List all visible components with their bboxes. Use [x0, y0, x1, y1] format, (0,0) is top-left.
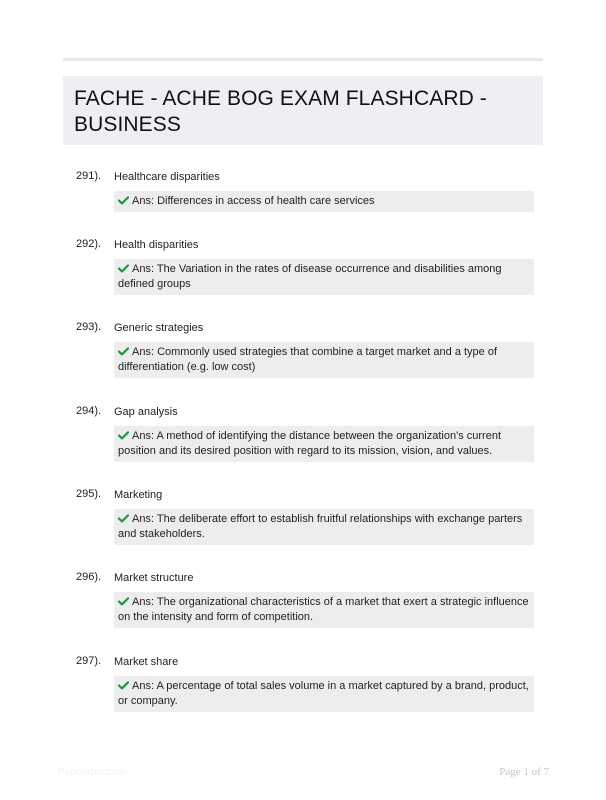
card-answer-text: Ans: A method of identifying the distance between the organization's current position and its desired position with regard to its mission, vision, and values. [118, 430, 501, 457]
check-icon [118, 597, 129, 606]
card-number: 291). [76, 170, 102, 182]
header-divider [63, 58, 543, 61]
card-question: Health disparities [114, 239, 199, 251]
card-number: 294). [76, 405, 102, 417]
card-number: 297). [76, 655, 102, 667]
footer-watermark: Papertrbic.com [58, 767, 126, 778]
check-icon [118, 681, 129, 690]
page-title: FACHE - ACHE BOG EXAM FLASHCARD - BUSINESS [74, 87, 487, 136]
card-answer-text: Ans: The organizational characteristics of a market that exert a strategic influence on the intensity and form of competition. [118, 596, 529, 623]
card-number: 296). [76, 571, 102, 583]
card-answer-text: Ans: Commonly used strategies that combine a target market and a type of differentiation (e.g. low cost) [118, 346, 498, 373]
card-answer [114, 592, 534, 628]
card-answer-text: Ans: Differences in access of health care services [132, 195, 375, 207]
card-number: 293). [76, 321, 102, 333]
check-icon [118, 347, 129, 356]
title-banner [63, 76, 543, 145]
check-icon [118, 514, 129, 523]
card-answer [114, 509, 534, 545]
card-answer [114, 676, 534, 712]
check-icon [118, 264, 129, 273]
card-answer [114, 426, 534, 462]
card-answer [114, 342, 534, 378]
card-number: 292). [76, 238, 102, 250]
card-question: Healthcare disparities [114, 171, 220, 183]
card-question: Gap analysis [114, 406, 178, 418]
check-icon [118, 431, 129, 440]
card-question: Marketing [114, 489, 163, 501]
card-answer [114, 191, 534, 212]
card-number: 295). [76, 488, 102, 500]
card-question: Market structure [114, 572, 194, 584]
card-answer-text: Ans: A percentage of total sales volume in a market captured by a brand, product, or company. [118, 680, 529, 707]
page-number: Page 1 of 7 [499, 766, 549, 778]
card-answer-text: Ans: The Variation in the rates of disease occurrence and disabilities among defined groups [118, 263, 502, 290]
card-answer [114, 259, 534, 295]
card-answer-text: Ans: The deliberate effort to establish fruitful relationships with exchange parters and stakeholders. [118, 513, 523, 540]
card-question: Generic strategies [114, 322, 204, 334]
check-icon [118, 196, 129, 205]
card-question: Market share [114, 656, 179, 668]
